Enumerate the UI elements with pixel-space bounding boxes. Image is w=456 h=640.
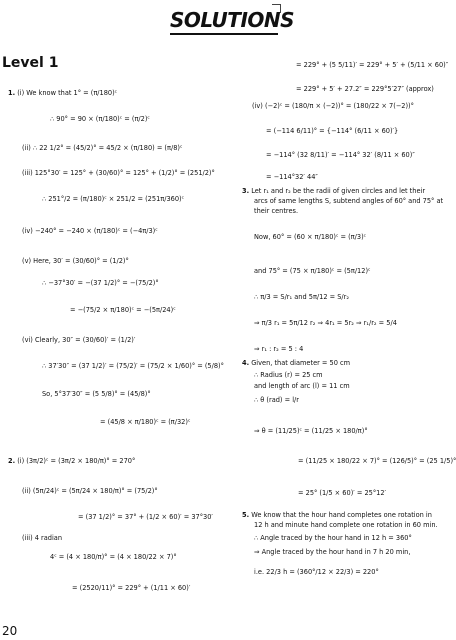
left-math-line: ∴ 90° = 90 × (π/180)ᶜ = (π/2)ᶜ: [50, 115, 150, 123]
right-math-line: = −114°32′ 44″: [266, 173, 318, 181]
right-math-line: 3. Let r₁ and r₂ be the radii of given circles and let their: [242, 187, 426, 195]
page-number: 20: [2, 624, 18, 638]
page-title: SOLUTIONS: [170, 8, 295, 32]
left-math-line: ∴ 251°/2 = (π/180)ᶜ × 251/2 = (251π/360)ᶜ: [42, 195, 185, 203]
right-math-line: = 25° (1/5 × 60)′ = 25°12′: [298, 489, 387, 497]
left-math-line: = (45/8 × π/180)ᶜ = (π/32)ᶜ: [100, 418, 191, 426]
right-math-line: ∴ θ (rad) = l/r: [254, 396, 299, 404]
question-number: 2.: [8, 457, 16, 465]
right-math-line: and length of arc (l) = 11 cm: [254, 382, 350, 390]
left-math-line: (ii) ∴ 22 1/2° = (45/2)° = 45/2 × (π/180) = (π/8)ᶜ: [22, 144, 183, 152]
right-math-line: (iv) (−2)ᶜ = (180/π × (−2))° = (180/22 × 7(−2))°: [252, 102, 414, 110]
question-number: 5.: [242, 511, 250, 519]
right-math-line: = (−114 6/11)° = {−114° (6/11 × 60)′}: [266, 127, 399, 135]
right-math-line: = 229° + 5′ + 27.2″ = 229°5′27″ (approx): [296, 85, 434, 93]
left-math-line: (iii) 4 radian: [22, 534, 63, 542]
left-math-line: 1. (i) We know that 1° = (π/180)ᶜ: [8, 89, 118, 97]
right-math-line: i.e. 22/3 h = (360°/12 × 22/3) = 220°: [254, 568, 379, 576]
right-math-line: ∴ Radius (r) = 25 cm: [254, 371, 323, 379]
question-number: 4.: [242, 359, 250, 367]
right-math-line: 12 h and minute hand complete one rotation in 60 min.: [254, 521, 438, 529]
right-math-line: ⇒ r₁ : r₂ = 5 : 4: [254, 345, 304, 353]
right-math-line: 4. Given, that diameter = 50 cm: [242, 359, 351, 367]
left-math-line: (ii) (5π/24)ᶜ = (5π/24 × 180/π)° = (75/2)°: [22, 487, 158, 495]
left-math-line: = −(75/2 × π/180)ᶜ = −(5π/24)ᶜ: [70, 306, 176, 314]
right-math-line: ⇒ θ = (11/25)ᶜ = (11/25 × 180/π)°: [254, 427, 368, 435]
right-math-line: ⇒ π/3 r₁ = 5π/12 r₂ ⇒ 4r₁ = 5r₂ ⇒ r₁/r₂ = 5/4: [254, 319, 397, 327]
right-math-line: and 75° = (75 × π/180)ᶜ = (5π/12)ᶜ: [254, 267, 371, 275]
level-heading: Level 1: [2, 55, 59, 71]
right-math-line: their centres.: [254, 207, 299, 215]
left-math-line: = (2520/11)° = 229° + (1/11 × 60)′: [72, 584, 191, 592]
right-math-line: 5. We know that the hour hand completes one rotation in: [242, 511, 432, 519]
title-corner-mark: [272, 4, 281, 13]
left-math-line: (iii) 125°30′ = 125° + (30/60)° = 125° + (1/2)° = (251/2)°: [22, 169, 215, 177]
question-number: 1.: [8, 89, 16, 97]
right-math-line: = 229° + (5 5/11)′ = 229° + 5′ + (5/11 × 60)″: [296, 61, 449, 69]
right-math-line: ∴ Angle traced by the hour hand in 12 h = 360°: [254, 534, 412, 542]
left-math-line: = (37 1/2)° = 37° + (1/2 × 60)′ = 37°30′: [78, 513, 213, 521]
left-math-line: 4ᶜ = (4 × 180/π)° = (4 × 180/22 × 7)°: [50, 553, 177, 561]
left-math-line: (vi) Clearly, 30″ = (30/60)′ = (1/2)′: [22, 336, 136, 344]
left-math-line: So, 5°37′30″ = (5 5/8)° = (45/8)°: [42, 390, 151, 398]
right-math-line: = −114° (32 8/11)′ = −114° 32′ (8/11 × 60)″: [266, 151, 415, 159]
left-math-line: (iv) −240° = −240 × (π/180)ᶜ = (−4π/3)ᶜ: [22, 227, 158, 235]
right-math-line: Now, 60° = (60 × π/180)ᶜ = (π/3)ᶜ: [254, 233, 367, 241]
left-math-line: ∴ 37′30″ = (37 1/2)′ = (75/2)′ = (75/2 × 1/60)° = (5/8)°: [42, 362, 224, 370]
right-math-line: ∴ π/3 = S/r₁ and 5π/12 = S/r₂: [254, 293, 350, 301]
left-math-line: ∴ −37°30′ = −(37 1/2)° = −(75/2)°: [42, 279, 159, 287]
question-number: 3.: [242, 187, 250, 195]
right-math-line: arcs of same lengths S, subtend angles of 60° and 75° at: [254, 197, 444, 205]
left-math-line: (v) Here, 30′ = (30/60)° = (1/2)°: [22, 257, 129, 265]
right-math-line: = (11/25 × 180/22 × 7)° = (126/5)° = (25 1/5)°: [298, 457, 456, 465]
right-math-line: ⇒ Angle traced by the hour hand in 7 h 20 min,: [254, 548, 411, 556]
title-underline: [170, 33, 278, 35]
left-math-line: 2. (i) (3π/2)ᶜ = (3π/2 × 180/π)° = 270°: [8, 457, 136, 465]
